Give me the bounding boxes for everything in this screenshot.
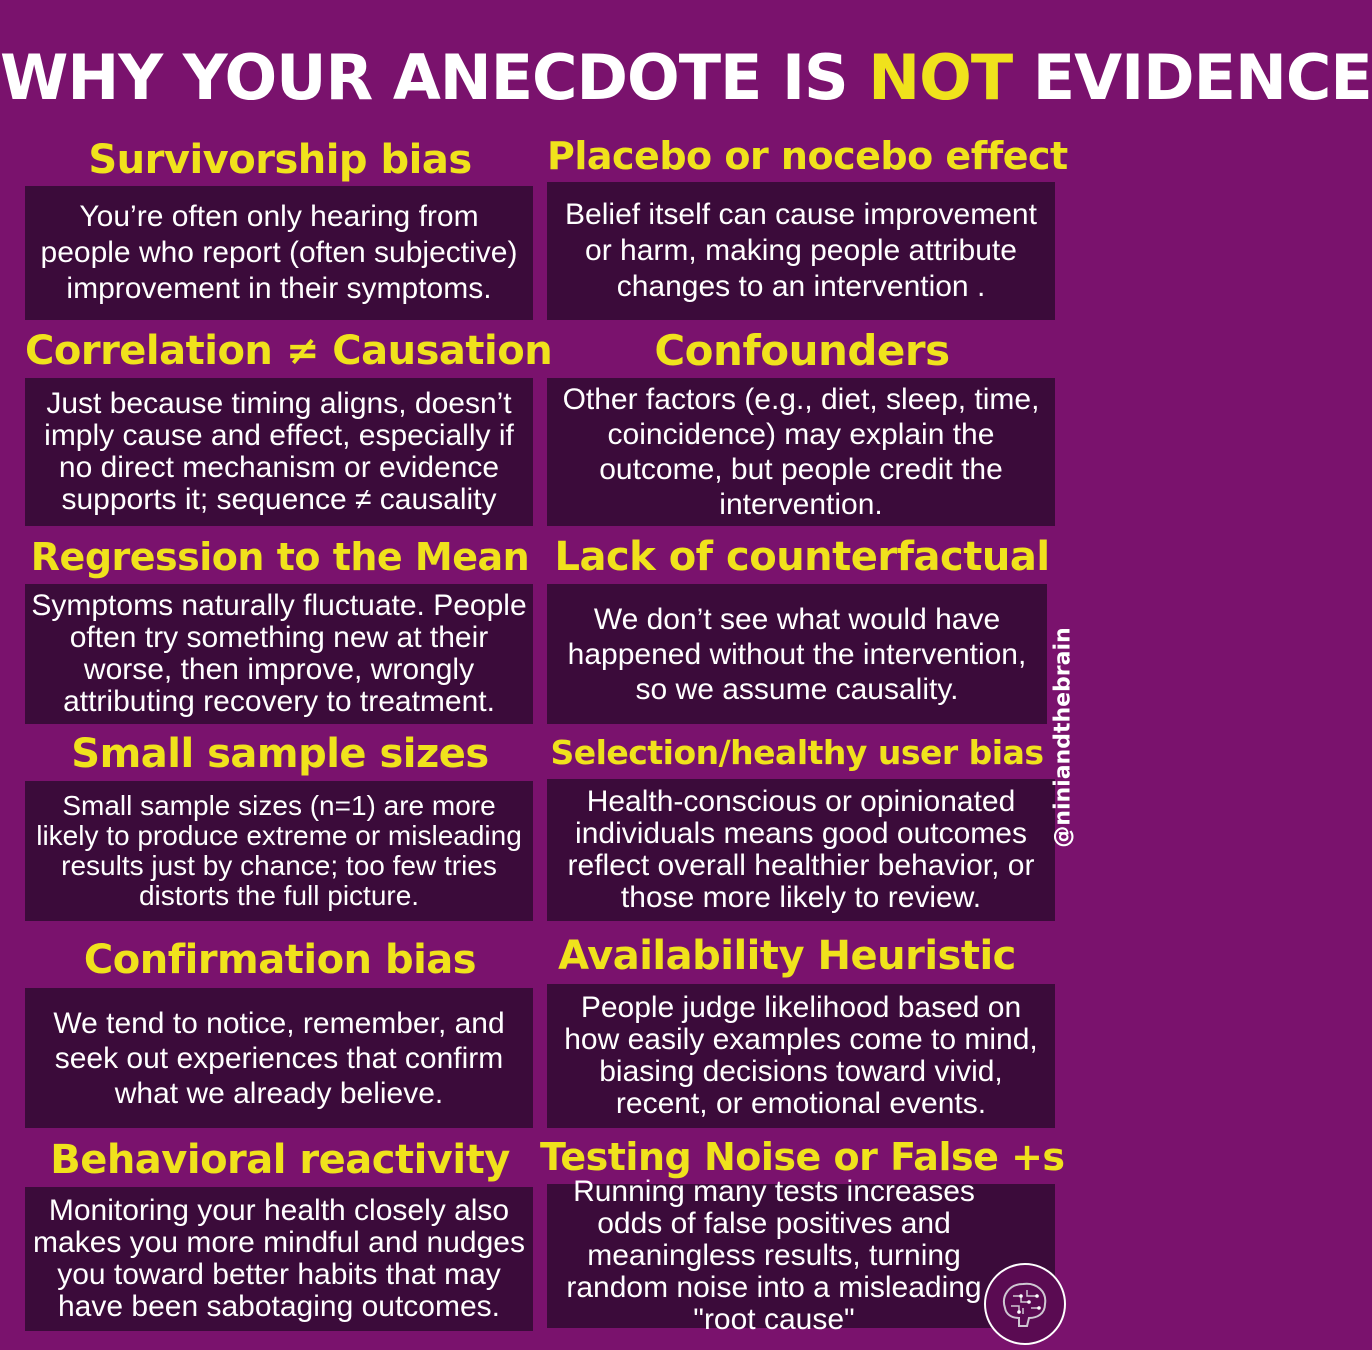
card-heading-regression-to-mean: Regression to the Mean — [30, 535, 530, 579]
card-text: We don’t see what would have happened without the intervention, so we assume causality. — [567, 602, 1027, 706]
card-heading-confounders: Confounders — [654, 326, 950, 375]
card-body-availability-heuristic — [547, 984, 1055, 1128]
card-body-selection-healthy-user-bias — [547, 779, 1055, 921]
card-heading-selection-healthy-user-bias: Selection/healthy user bias — [550, 733, 1044, 772]
card-body-placebo-nocebo — [547, 182, 1055, 320]
card-body-survivorship-bias — [25, 186, 533, 320]
card-body-confirmation-bias — [25, 988, 533, 1128]
card-text: Just because timing aligns, doesn’t imply cause and effect, especially if no direct mechanism or evidence supports it; sequence ≠ causality — [44, 387, 514, 516]
card-text: Small sample sizes (n=1) are more likely to produce extreme or misleading results just by chance; too few tries distorts the full picture. — [36, 790, 522, 911]
card-heading-placebo-nocebo: Placebo or nocebo effect — [547, 134, 1068, 178]
card-text: People judge likelihood based on how easily examples come to mind, biasing decisions toward vivid, recent, or emotional events. — [564, 991, 1038, 1120]
title-suffix: EVIDENCE — [1012, 41, 1372, 114]
card-text: You’re often only hearing from people who report (often subjective) improvement in their symptoms. — [40, 200, 518, 305]
card-heading-small-sample-sizes: Small sample sizes — [71, 731, 489, 777]
card-text: Symptoms naturally fluctuate. People often try something new at their worse, then improve, wrongly attributing recovery to treatment. — [31, 589, 527, 718]
card-body-correlation-causation — [25, 378, 533, 526]
card-body-confounders — [547, 378, 1055, 526]
card-text: Running many tests increases odds of false positives and meaningless results, turning random noise into a misleading "root cause" — [566, 1175, 982, 1336]
card-heading-correlation-causation: Correlation ≠ Causation — [25, 328, 553, 374]
card-text: Monitoring your health closely also makes you more mindful and nudges you toward better habits that may have been sabotaging outcomes. — [33, 1194, 525, 1323]
card-body-regression-to-mean — [25, 584, 533, 724]
author-handle-text: @niniandthebrain — [1050, 627, 1076, 848]
title-highlight: NOT — [868, 41, 1013, 114]
card-body-testing-noise — [547, 1175, 1055, 1336]
author-handle — [1048, 615, 1078, 860]
title-prefix: WHY YOUR ANECDOTE IS — [0, 41, 869, 114]
card-heading-confirmation-bias: Confirmation bias — [83, 937, 477, 983]
card-heading-availability-heuristic: Availability Heuristic — [558, 933, 1016, 979]
card-heading-behavioral-reactivity: Behavioral reactivity — [50, 1137, 510, 1183]
page-title — [0, 28, 1372, 128]
card-text: Health-conscious or opinionated individuals means good outcomes reflect overall healthier behavior, or those more likely to review. — [567, 785, 1035, 914]
brain-logo-icon — [983, 1262, 1067, 1346]
card-text: Belief itself can cause improvement or harm, making people attribute changes to an intervention . — [565, 198, 1037, 303]
card-body-lack-of-counterfactual — [547, 584, 1047, 724]
card-heading-survivorship-bias: Survivorship bias — [88, 137, 472, 183]
card-body-behavioral-reactivity — [25, 1187, 533, 1331]
card-body-small-sample-sizes — [25, 781, 533, 921]
card-heading-lack-of-counterfactual: Lack of counterfactual — [554, 534, 1050, 580]
card-heading-testing-noise: Testing Noise or False +s — [540, 1135, 1065, 1179]
card-text: Other factors (e.g., diet, sleep, time, coincidence) may explain the outcome, but people credit the intervention. — [562, 383, 1040, 521]
card-text: We tend to notice, remember, and seek out experiences that confirm what we already believe. — [53, 1006, 505, 1110]
